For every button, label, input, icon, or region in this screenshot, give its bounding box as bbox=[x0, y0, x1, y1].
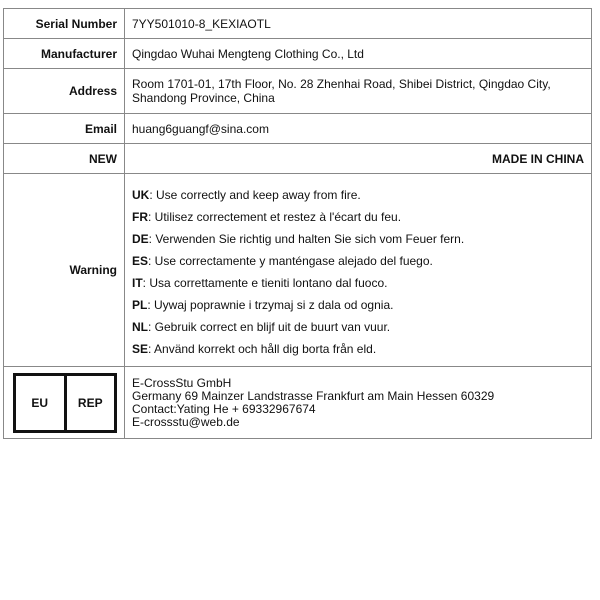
warning-sentence: : Use correctly and keep away from fire. bbox=[149, 188, 361, 202]
warning-sentence: : Verwenden Sie richtig und halten Sie sich vom Feuer fern. bbox=[148, 232, 465, 246]
warning-sentence: : Uywaj poprawnie i trzymaj si z dala od ognia. bbox=[147, 298, 394, 312]
eu-rep-symbol-cell bbox=[4, 367, 125, 439]
eu-rep-symbol bbox=[13, 373, 117, 433]
warning-text bbox=[125, 174, 592, 367]
warning-line bbox=[132, 316, 584, 338]
warning-sentence: : Usa correttamente e tieniti lontano dal fuoco. bbox=[142, 276, 388, 290]
new-row bbox=[4, 144, 592, 174]
warning-line bbox=[132, 184, 584, 206]
warning-label: Warning bbox=[4, 174, 125, 367]
manufacturer-value: Qingdao Wuhai Mengteng Clothing Co., Ltd bbox=[125, 39, 592, 69]
new-label: NEW bbox=[4, 144, 125, 174]
warning-line bbox=[132, 272, 584, 294]
serial-number-value: 7YY501010-8_KEXIAOTL bbox=[125, 9, 592, 39]
warning-line bbox=[132, 250, 584, 272]
manufacturer-label: Manufacturer bbox=[4, 39, 125, 69]
email-value: huang6guangf@sina.com bbox=[125, 114, 592, 144]
address-line-2: Shandong Province, China bbox=[132, 91, 275, 105]
warning-line bbox=[132, 294, 584, 316]
warning-sentence: : Använd korrekt och håll dig borta från eld. bbox=[148, 342, 377, 356]
warning-line bbox=[132, 338, 584, 360]
eu-text: EU bbox=[16, 376, 67, 430]
made-in-china: MADE IN CHINA bbox=[125, 144, 592, 174]
lang-code: IT bbox=[132, 276, 143, 290]
lang-code: FR bbox=[132, 210, 148, 224]
address-row bbox=[4, 69, 592, 114]
warning-row bbox=[4, 174, 592, 367]
product-label-table bbox=[3, 8, 592, 439]
lang-code: ES bbox=[132, 254, 149, 268]
eu-rep-address: Germany 69 Mainzer Landstrasse Frankfurt am Main Hessen 60329 bbox=[132, 388, 495, 403]
eu-rep-contact: Contact:Yating He + 69332967674 bbox=[132, 401, 316, 416]
warning-sentence: : Gebruik correct en blijf uit de buurt van vuur. bbox=[148, 320, 391, 334]
lang-code: UK bbox=[132, 188, 150, 202]
lang-code: PL bbox=[132, 298, 148, 312]
warning-line bbox=[132, 228, 584, 250]
eu-rep-company: E-CrossStu GmbH bbox=[132, 375, 232, 390]
serial-number-row bbox=[4, 9, 592, 39]
warning-line bbox=[132, 206, 584, 228]
address-label: Address bbox=[4, 69, 125, 114]
lang-code: SE bbox=[132, 342, 149, 356]
eu-rep-details bbox=[125, 367, 592, 439]
rep-text: REP bbox=[77, 395, 103, 410]
eu-rep-row bbox=[4, 367, 592, 439]
lang-code: NL bbox=[132, 320, 148, 334]
email-label: Email bbox=[4, 114, 125, 144]
manufacturer-row bbox=[4, 39, 592, 69]
warning-sentence: : Utilisez correctement et restez à l'écart du feu. bbox=[148, 210, 402, 224]
eu-rep-email: E-crossstu@web.de bbox=[132, 414, 240, 429]
warning-sentence: : Use correctamente y manténgase alejado del fuego. bbox=[148, 254, 433, 268]
address-line-1: Room 1701-01, 17th Floor, No. 28 Zhenhai Road, Shibei District, Qingdao City, bbox=[132, 77, 551, 91]
serial-number-label: Serial Number bbox=[4, 9, 125, 39]
address-value bbox=[125, 69, 592, 114]
email-row bbox=[4, 114, 592, 144]
lang-code: DE bbox=[132, 232, 149, 246]
